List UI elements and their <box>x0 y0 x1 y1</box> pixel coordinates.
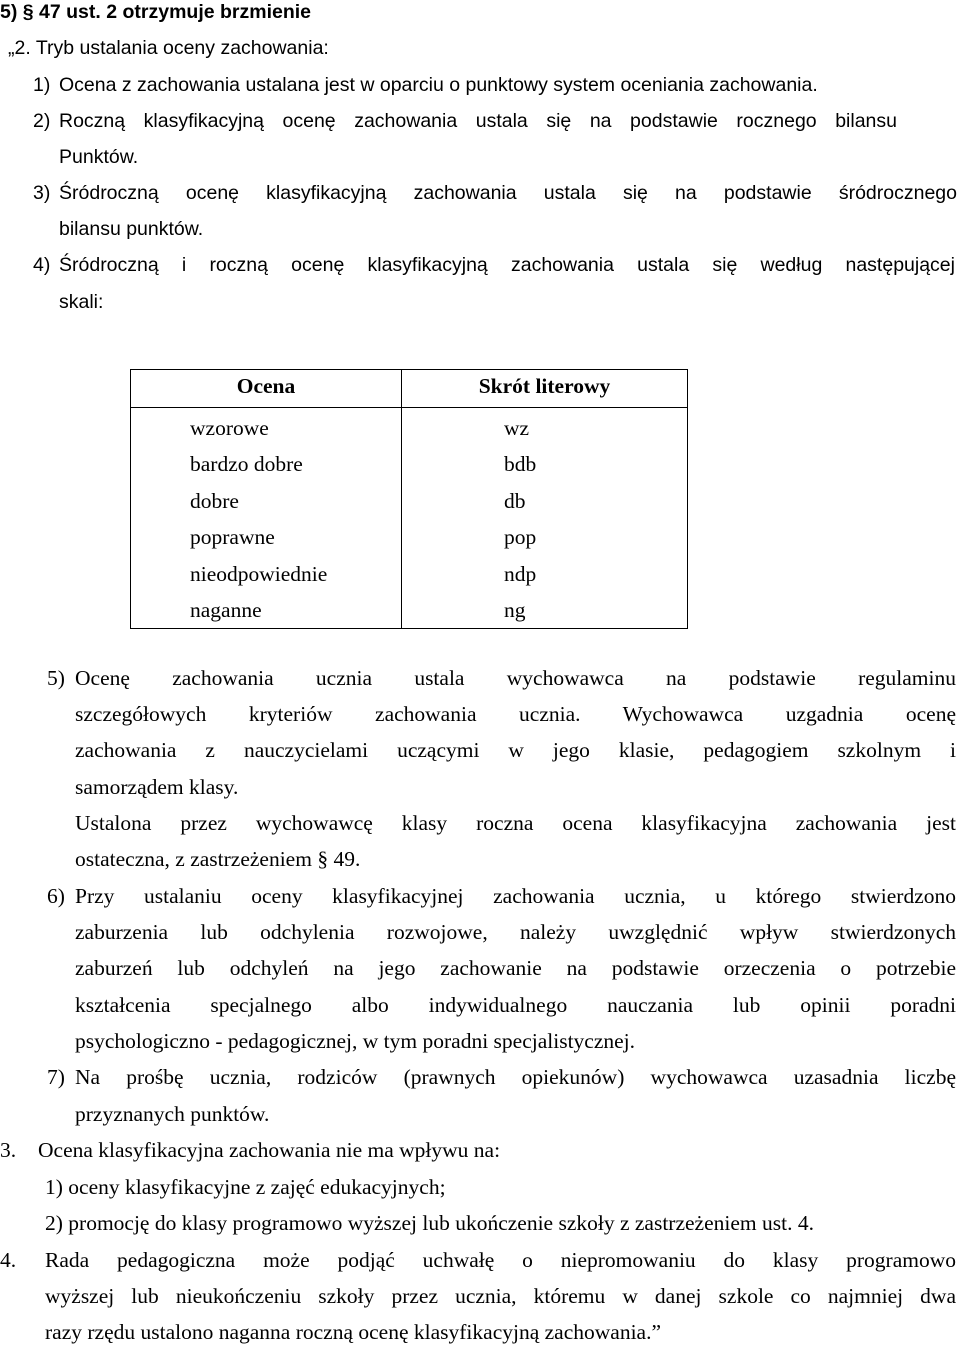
grade-name: bardzo dobre <box>190 452 303 477</box>
grade-abbreviation: wz <box>504 416 530 440</box>
point-number: 5) <box>47 666 65 690</box>
paragraph-2-title: „2. Tryb ustalania oceny zachowania: <box>8 37 329 59</box>
abbreviation-column <box>402 408 688 629</box>
point-2-line-1: Roczną klasyfikacyjną ocenę zachowania ustala się na podstawie rocznego bilansu <box>59 110 897 132</box>
point-3-line-1: Śródroczną ocenę klasyfikacyjną zachowania ustala się na podstawie śródrocznego <box>59 182 957 204</box>
grade-abbreviation: bdb <box>504 452 537 477</box>
table-header-row <box>131 370 688 408</box>
grade-name: naganne <box>190 597 262 622</box>
point-3-line-2: bilansu punktów. <box>59 218 204 240</box>
point-6-line-1: Przy ustalaniu oceny klasyfikacyjnej zachowania ucznia, u którego stwierdzono <box>75 884 956 908</box>
point-6-line-3: zaburzeń lub odchyleń na jego zachowanie na podstawie orzeczenia o potrzebie <box>75 956 956 980</box>
section-4-line-3: razy rzędu ustalono naganna roczną ocenę klasyfikacyjną zachowania.” <box>45 1320 662 1344</box>
point-4-line-1: Śródroczną i roczną ocenę klasyfikacyjną zachowania ustala się według następującej <box>59 254 955 276</box>
point-number: 7) <box>47 1065 65 1089</box>
grade-name: wzorowe <box>190 416 269 440</box>
point-5-line-4: samorządem klasy. <box>75 775 239 799</box>
point-6-line-5: psychologiczno - pedagogicznej, w tym poradni specjalistycznej. <box>75 1029 636 1053</box>
grade-name: poprawne <box>190 525 275 550</box>
point-6-line-4: kształcenia specjalnego albo indywidualnego nauczania lub opinii poradni <box>75 993 956 1017</box>
section-3-title: Ocena klasyfikacyjna zachowania nie ma wpływu na: <box>38 1138 501 1162</box>
header-grade: Ocena <box>131 370 402 408</box>
section-4-number: 4. <box>0 1248 17 1272</box>
point-4-line-2: skali: <box>59 291 104 313</box>
point-number: 3) <box>33 182 51 204</box>
point-5-line-1: Ocenę zachowania ucznia ustala wychowawca na podstawie regulaminu <box>75 666 956 690</box>
section-4-line-2: wyższej lub nieukończeniu szkoły przez ucznia, któremu w danej szkole co najmniej dwa <box>45 1284 956 1308</box>
point-5-line-2: szczegółowych kryteriów zachowania ucznia. Wychowawca uzgadnia ocenę <box>75 702 956 726</box>
grade-column <box>131 408 402 629</box>
grade-abbreviation: db <box>504 488 526 513</box>
grade-name: nieodpowiednie <box>190 561 328 586</box>
table-body-row <box>131 408 688 629</box>
point-5-line-3: zachowania z nauczycielami uczącymi w jego klasie, pedagogiem szkolnym i <box>75 738 956 762</box>
section-3-item-1: 1) oceny klasyfikacyjne z zajęć edukacyjnych; <box>45 1175 446 1199</box>
point-number: 6) <box>47 884 65 908</box>
grade-abbreviation: ndp <box>504 561 537 586</box>
amendment-heading-text: 5) § 47 ust. 2 otrzymuje brzmienie <box>0 1 312 23</box>
point-number: 2) <box>33 110 51 132</box>
point-5-line-6: ostateczna, z zastrzeżeniem § 49. <box>75 847 361 871</box>
point-7-line-1: Na prośbę ucznia, rodziców (prawnych opiekunów) wychowawca uzasadnia liczbę <box>75 1065 956 1089</box>
point-1-line-1: Ocena z zachowania ustalana jest w oparciu o punktowy system oceniania zachowania. <box>59 74 818 96</box>
point-7-line-2: przyznanych punktów. <box>75 1102 270 1126</box>
grade-name: dobre <box>190 488 239 513</box>
section-3-item-2: 2) promocję do klasy programowo wyższej lub ukończenie szkoły z zastrzeżeniem ust. 4. <box>45 1211 814 1235</box>
header-abbreviation: Skrót literowy <box>402 370 688 408</box>
amendment-heading <box>0 0 311 27</box>
grade-scale-table <box>130 369 688 629</box>
point-number: 1) <box>33 74 51 96</box>
point-6-line-2: zaburzenia lub odchylenia rozwojowe, należy uwzględnić wpływ stwierdzonych <box>75 920 956 944</box>
grade-abbreviation: pop <box>504 525 537 550</box>
section-4-line-1: Rada pedagogiczna może podjąć uchwałę o niepromowaniu do klasy programowo <box>45 1248 956 1272</box>
section-3-number: 3. <box>0 1138 17 1162</box>
grade-abbreviation: ng <box>504 597 526 622</box>
point-2-line-2: Punktów. <box>59 146 139 168</box>
point-number: 4) <box>33 254 51 276</box>
point-5-line-5: Ustalona przez wychowawcę klasy roczna ocena klasyfikacyjna zachowania jest <box>75 811 956 835</box>
